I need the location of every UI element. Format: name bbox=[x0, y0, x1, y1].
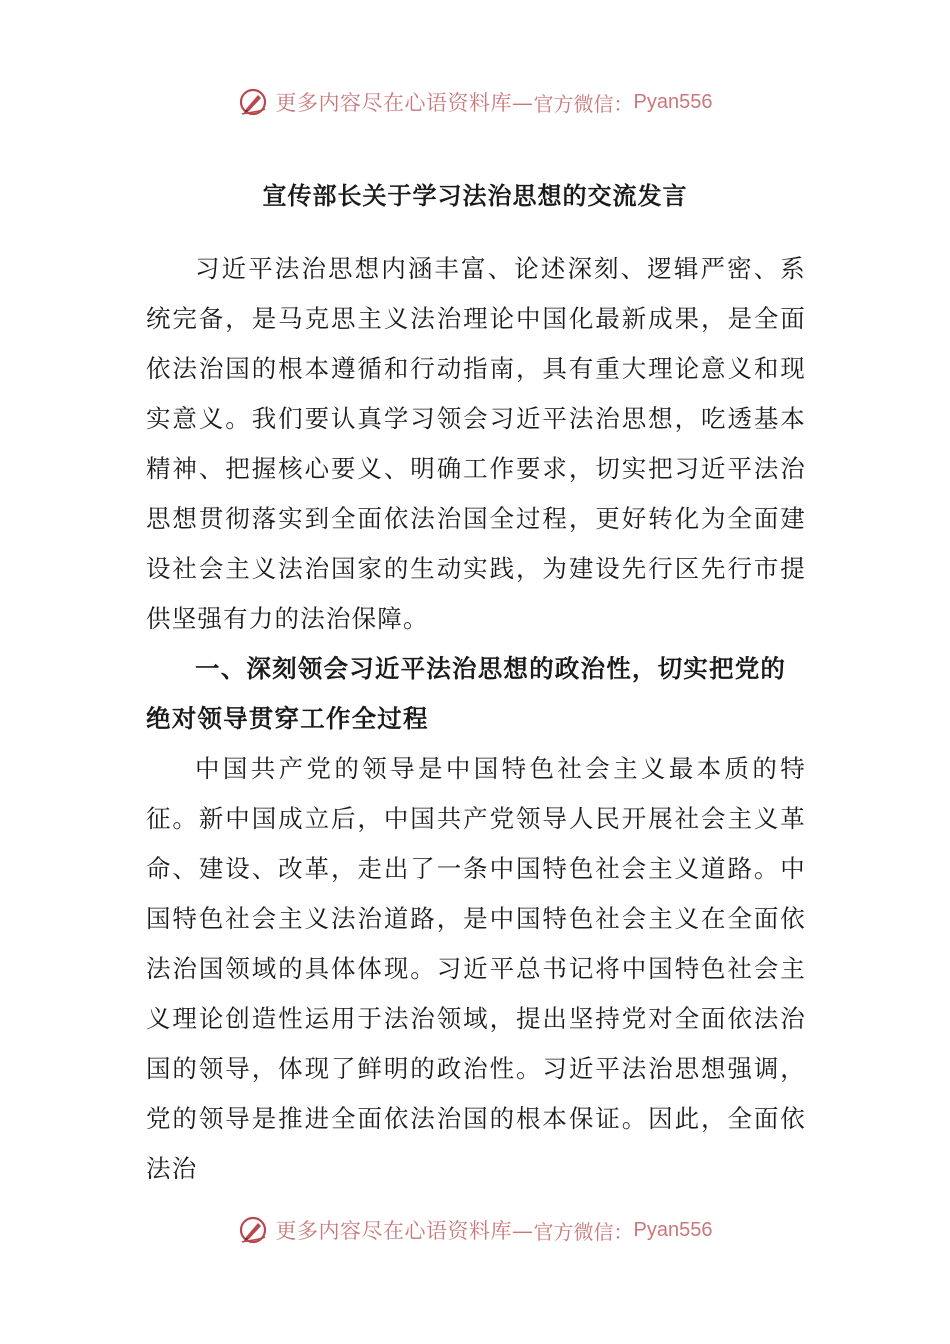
section-1-paragraph: 中国共产党的领导是中国特色社会主义最本质的特征。新中国成立后，中国共产党领导人民开展社会主义革命、建设、改革，走出了一条中国特色社会主义道路。中国特色社会主义法治道路，是中国特色社会主义在全面依法治国领域的具体体现。习近平总书记将中国特色社会主义理论创造性运用于法治领域，提出坚持党对全面依法治国的领导，体现了鲜明的政治性。习近平法治思想强调，党的领导是推进全面依法治国的根本保证。因此，全面依法治 bbox=[146, 754, 806, 1183]
pen-logo-icon bbox=[238, 1215, 268, 1245]
section-1-heading: 一、深刻领会习近平法治思想的政治性，切实把党的绝对领导贯穿工作全过程 bbox=[146, 654, 787, 733]
pen-logo-icon bbox=[238, 87, 268, 117]
intro-paragraph: 习近平法治思想内涵丰富、论述深刻、逻辑严密、系统完备，是马克思主义法治理论中国化最新成果，是全面依法治国的根本遵循和行动指南，具有重大理论意义和现实意义。我们要认真学习领会习近平法治思想，吃透基本精神、把握核心要义、明确工作要求，切实把习近平法治思想贯彻落实到全面依法治国全过程，更好转化为全面建设社会主义法治国家的生动实践，为建设先行区先行市提供坚强有力的法治保障。 bbox=[146, 254, 806, 633]
watermark-text: 更多内容尽在心语资料库— bbox=[275, 1219, 534, 1243]
watermark-wechat-label: 官方微信： bbox=[533, 91, 634, 116]
watermark-text: 更多内容尽在心语资料库— bbox=[275, 91, 534, 115]
watermark-header bbox=[0, 82, 950, 122]
watermark-wechat-id: Pyan556 bbox=[633, 90, 713, 113]
watermark-wechat-label: 官方微信： bbox=[533, 1219, 634, 1244]
document-body bbox=[146, 244, 806, 1194]
document-title: 宣传部长关于学习法治思想的交流发言 bbox=[262, 182, 688, 210]
watermark-wechat-id: Pyan556 bbox=[633, 1218, 713, 1241]
watermark-footer bbox=[0, 1210, 950, 1250]
